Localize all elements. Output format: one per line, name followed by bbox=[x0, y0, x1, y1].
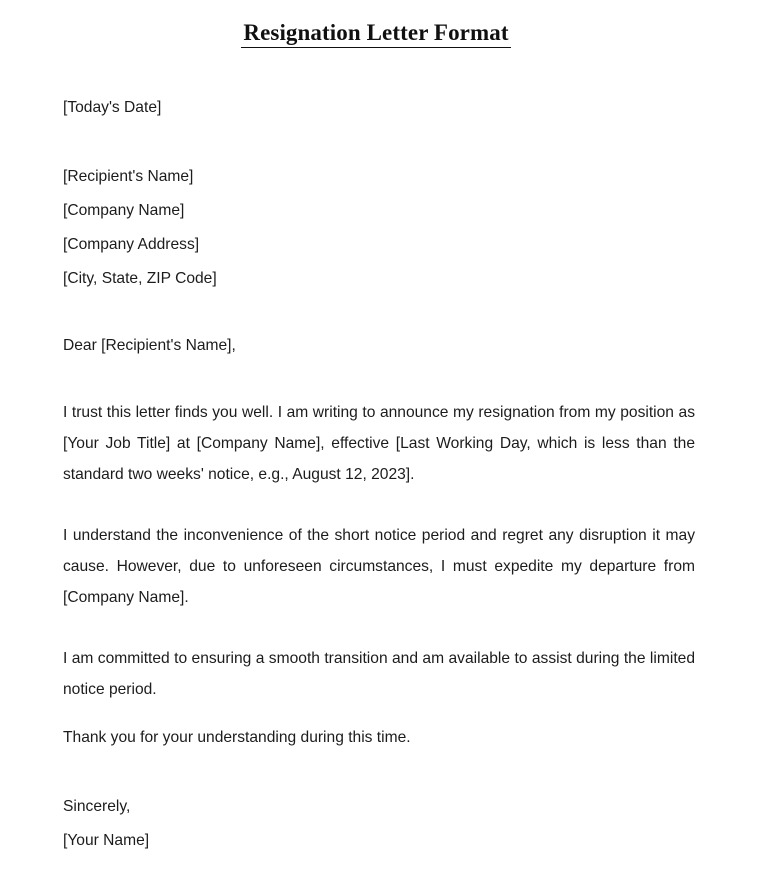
body-paragraphs bbox=[63, 397, 695, 705]
recipient-name-line: [Recipient's Name] bbox=[63, 168, 194, 185]
recipient-address-block bbox=[63, 160, 695, 296]
signature-name-line: [Your Name] bbox=[63, 832, 150, 849]
company-name-line: [Company Name] bbox=[63, 202, 185, 219]
body-paragraph-2: I understand the inconvenience of the short notice period and regret any disruption it may cause. However, due to unforeseen circumstances, I must expedite my departure from [Company Name]. bbox=[63, 527, 695, 606]
sign-off-line: Sincerely, bbox=[63, 798, 131, 815]
company-address-line: [Company Address] bbox=[63, 236, 200, 253]
body-paragraph-1: I trust this letter finds you well. I am writing to announce my resignation from my position as [Your Job Title] at [Company Name], effective [Last Working Day, which is less than the standard two weeks' notice, e.g., August 12, 2023]. bbox=[63, 404, 695, 483]
salutation-block bbox=[63, 330, 695, 361]
body-paragraph-3: I am committed to ensuring a smooth transition and am available to assist during the limited notice period. bbox=[63, 650, 695, 698]
city-state-zip-line: [City, State, ZIP Code] bbox=[63, 270, 217, 287]
thanks-block bbox=[63, 722, 695, 753]
closing-block bbox=[63, 790, 695, 858]
thanks-line: Thank you for your understanding during this time. bbox=[63, 729, 411, 746]
salutation-line: Dear [Recipient's Name], bbox=[63, 337, 236, 354]
page-title-text: Resignation Letter Format bbox=[241, 20, 510, 48]
date-block bbox=[63, 92, 695, 123]
page-title bbox=[0, 0, 768, 48]
date-placeholder: [Today's Date] bbox=[63, 99, 162, 116]
